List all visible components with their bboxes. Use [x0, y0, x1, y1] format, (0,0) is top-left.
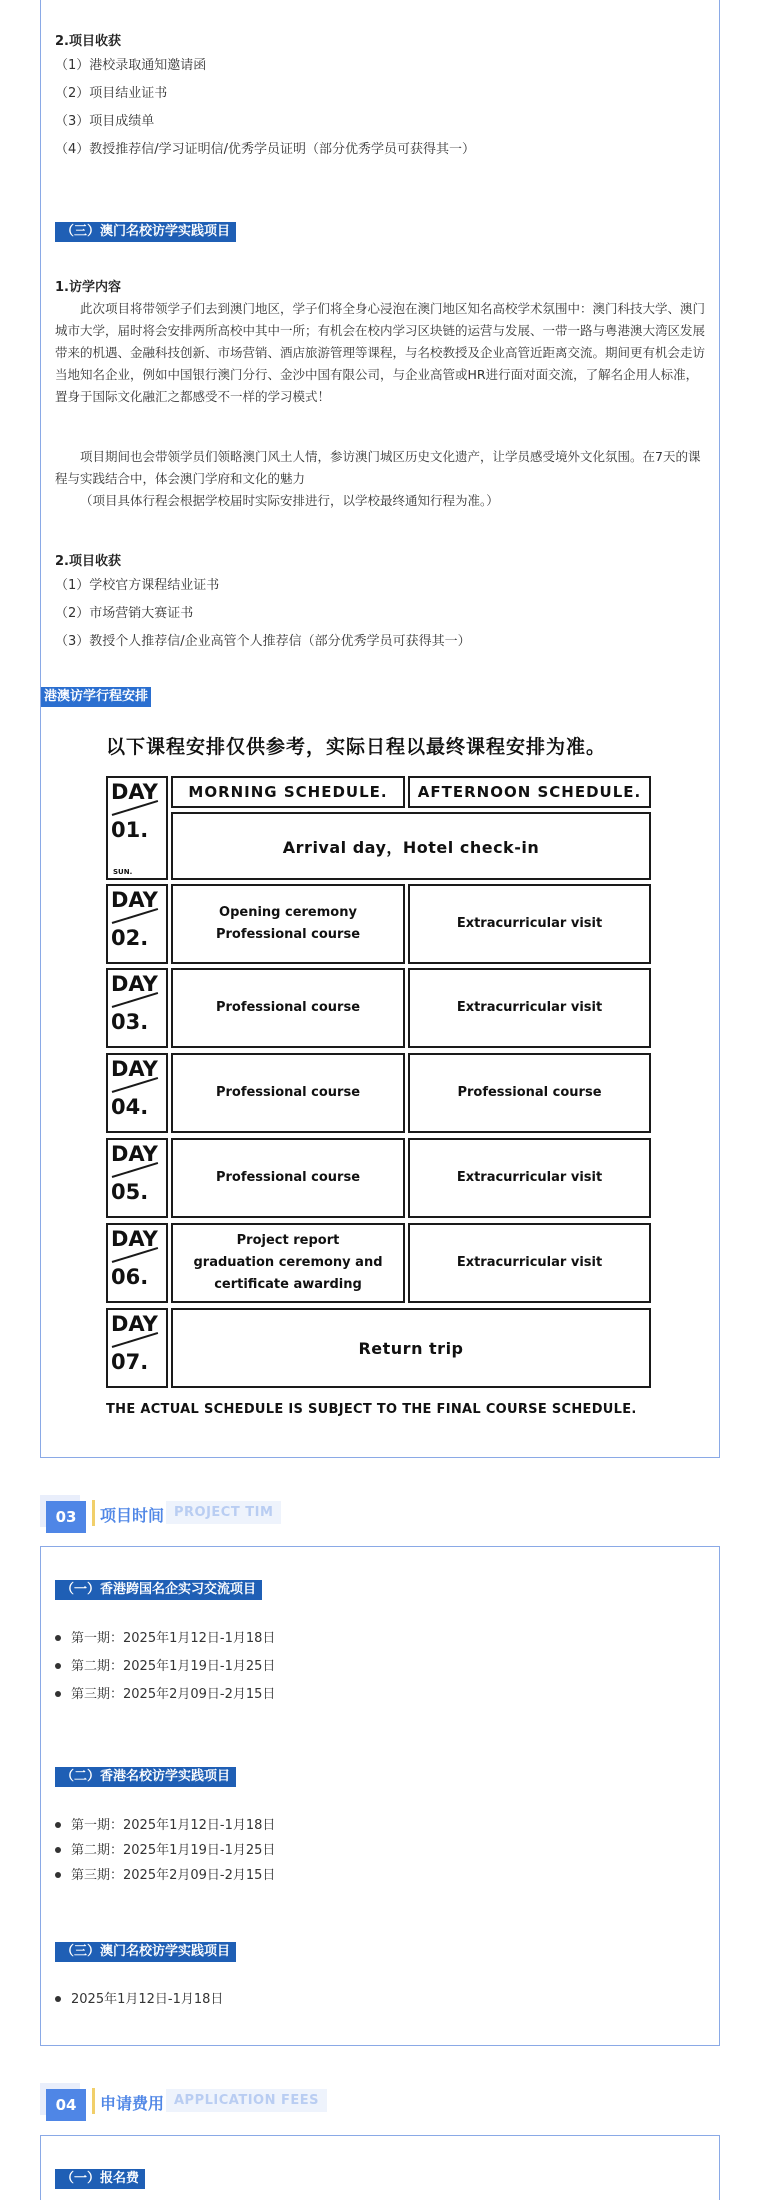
day-word: DAY	[111, 1312, 158, 1336]
day-word: DAY	[111, 780, 158, 804]
day-06-afternoon-cell: Extracurricular visit	[408, 1223, 651, 1303]
section-number: 04	[46, 2089, 86, 2121]
morning-line: Professional course	[215, 927, 361, 942]
harvest-title: 2.项目收获	[55, 554, 121, 569]
bullet-dot	[55, 1635, 61, 1641]
section-title-en: PROJECT TIM	[166, 1501, 281, 1524]
day-label-06	[106, 1223, 168, 1303]
program-detail-card	[40, 0, 720, 1458]
day-word: DAY	[111, 1057, 158, 1081]
list-item	[55, 1842, 275, 1860]
section-title-cn: 申请费用	[100, 2094, 165, 2113]
morning-line: Opening ceremony	[219, 905, 357, 920]
bullet-dot	[55, 1663, 61, 1669]
day-word: DAY	[111, 888, 158, 912]
time-group-tag: （三）澳门名校访学实践项目	[55, 1942, 236, 1962]
day-label-05	[106, 1138, 168, 1218]
day-01-full-cell: Arrival day，Hotel check-in	[171, 812, 651, 880]
day-label-04	[106, 1053, 168, 1133]
afternoon-header: AFTERNOON SCHEDULE.	[408, 776, 651, 808]
application-fees-card	[40, 2135, 720, 2200]
bullet-dot	[55, 1996, 61, 2002]
day-label-03	[106, 968, 168, 1048]
harvest-title: 2.项目收获	[55, 34, 121, 49]
day-04-morning-cell: Professional course	[171, 1053, 405, 1133]
period-text: 2025年1月12日-1月18日	[71, 1992, 224, 2007]
bullet-dot	[55, 1691, 61, 1697]
harvest-item: （2）市场营销大赛证书	[55, 606, 194, 621]
schedule-title: 以下课程安排仅供参考，实际日程以最终课程安排为准。	[106, 736, 607, 758]
period-text: 第一期：2025年1月12日-1月18日	[71, 1818, 276, 1833]
harvest-item: （2）项目结业证书	[55, 86, 168, 101]
section-accent-bar	[92, 2088, 95, 2114]
day-05-morning-cell: Professional course	[171, 1138, 405, 1218]
harvest-item: （3）项目成绩单	[55, 114, 155, 129]
day-number: 06.	[111, 1265, 149, 1289]
list-item	[55, 1630, 275, 1648]
period-text: 第三期：2025年2月09日-2月15日	[71, 1687, 276, 1702]
project-time-card	[40, 1546, 720, 2046]
content-title: 1.访学内容	[55, 280, 121, 295]
day-04-afternoon-cell: Professional course	[408, 1053, 651, 1133]
day-label-01	[106, 776, 168, 880]
day-02-afternoon-cell: Extracurricular visit	[408, 884, 651, 964]
morning-line: graduation ceremony and	[193, 1255, 383, 1270]
section-title-en: APPLICATION FEES	[166, 2089, 327, 2112]
day-weekday: SUN.	[113, 868, 133, 876]
day-word: DAY	[111, 1142, 158, 1166]
day-number: 07.	[111, 1350, 149, 1374]
schedule-note: THE ACTUAL SCHEDULE IS SUBJECT TO THE FINAL COURSE SCHEDULE.	[106, 1402, 637, 1417]
period-text: 第一期：2025年1月12日-1月18日	[71, 1631, 276, 1646]
day-number: 01.	[111, 818, 149, 842]
harvest-item: （3）教授个人推荐信/企业高管个人推荐信（部分优秀学员可获得其一）	[55, 634, 471, 649]
section-accent-bar	[92, 1500, 95, 1526]
harvest-item: （1）学校官方课程结业证书	[55, 578, 220, 593]
day-number: 05.	[111, 1180, 149, 1204]
day-05-afternoon-cell: Extracurricular visit	[408, 1138, 651, 1218]
list-item	[55, 1686, 275, 1704]
day-02-morning-cell	[171, 884, 405, 964]
list-item	[55, 1817, 275, 1835]
macau-paragraph-3: （项目具体行程会根据学校届时实际安排进行，以学校最终通知行程为准。）	[80, 493, 499, 508]
day-number: 02.	[111, 926, 149, 950]
list-item	[55, 1991, 223, 2009]
period-text: 第二期：2025年1月19日-1月25日	[71, 1659, 276, 1674]
bullet-dot	[55, 1822, 61, 1828]
day-word: DAY	[111, 972, 158, 996]
day-number: 04.	[111, 1095, 149, 1119]
time-group-tag: （一）香港跨国名企实习交流项目	[55, 1580, 262, 1600]
day-label-02	[106, 884, 168, 964]
day-07-full-cell: Return trip	[171, 1308, 651, 1388]
day-word: DAY	[111, 1227, 158, 1251]
macau-paragraph-2: 项目期间也会带领学员们领略澳门风土人情，参访澳门城区历史文化遗产，让学员感受境外文化氛围。在7天的课程与实践结合中，体会澳门学府和文化的魅力	[55, 449, 701, 486]
list-item	[55, 1658, 275, 1676]
list-item	[55, 1867, 275, 1885]
section-header-03	[40, 1495, 440, 1535]
period-text: 第二期：2025年1月19日-1月25日	[71, 1843, 276, 1858]
fee-group-tag: （一）报名费	[55, 2169, 145, 2189]
morning-line: Project report	[236, 1233, 340, 1248]
macau-paragraph-1: 此次项目将带领学子们去到澳门地区，学子们将全身心浸泡在澳门地区知名高校学术氛围中：澳门科技大学、澳门城市大学，届时将会安排两所高校中其中一所；有机会在校内学习区块链的运营与发展、一带一路与粤港澳大湾区发展带来的机遇、金融科技创新、市场营销、酒店旅游管理等课程，与名校教授及企业高管近距离交流。期间更有机会走访当地知名企业，例如中国银行澳门分行、金沙中国有限公司，与企业高管或HR进行面对面交流，了解名企用人标准，置身于国际文化融汇之都感受不一样的学习模式！	[55, 301, 706, 404]
section-number: 03	[46, 1501, 86, 1533]
section-tag-macau: （三）澳门名校访学实践项目	[55, 222, 236, 242]
day-03-morning-cell: Professional course	[171, 968, 405, 1048]
time-group-tag: （二）香港名校访学实践项目	[55, 1767, 236, 1787]
harvest-item: （1）港校录取通知邀请函	[55, 58, 207, 73]
day-03-afternoon-cell: Extracurricular visit	[408, 968, 651, 1048]
day-number: 03.	[111, 1010, 149, 1034]
section-title-cn: 项目时间	[100, 1506, 165, 1525]
section-header-04	[40, 2083, 440, 2123]
morning-line: certificate awarding	[214, 1277, 362, 1292]
morning-header: MORNING SCHEDULE.	[171, 776, 405, 808]
itinerary-tag: 港澳访学行程安排	[41, 687, 151, 707]
period-text: 第三期：2025年2月09日-2月15日	[71, 1868, 276, 1883]
harvest-item: （4）教授推荐信/学习证明信/优秀学员证明（部分优秀学员可获得其一）	[55, 142, 476, 157]
bullet-dot	[55, 1847, 61, 1853]
bullet-dot	[55, 1872, 61, 1878]
day-label-07	[106, 1308, 168, 1388]
day-06-morning-cell	[171, 1223, 405, 1303]
